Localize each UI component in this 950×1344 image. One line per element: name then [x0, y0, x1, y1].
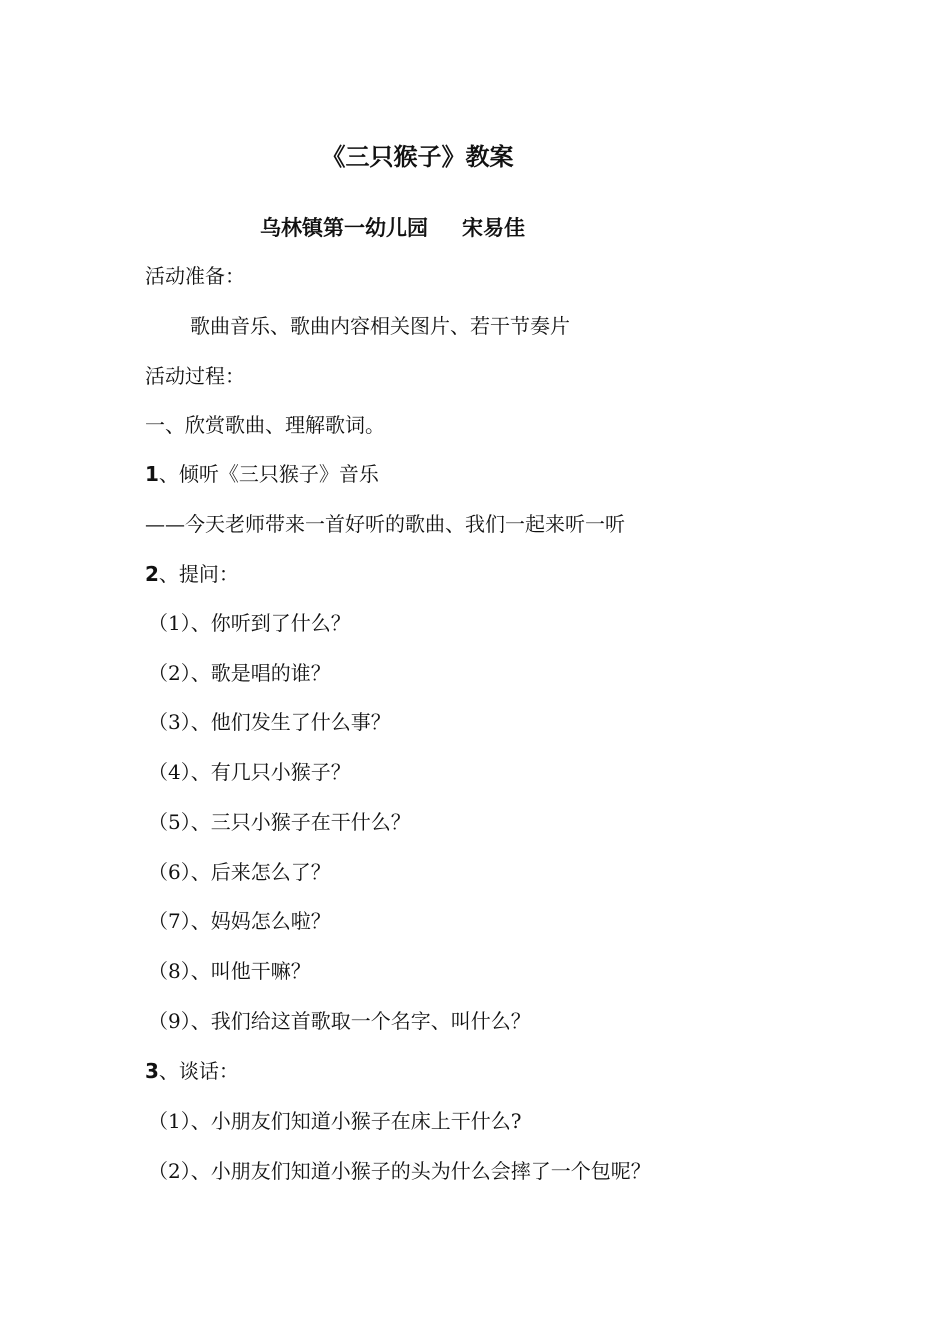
talk-item: （2）、小朋友们知道小猴子的头为什么会摔了一个包呢？	[148, 1159, 651, 1183]
step-text: 、提问：	[158, 562, 239, 586]
question-item: （5）、三只小猴子在干什么？	[148, 810, 411, 834]
question-item: （7）、妈妈怎么啦？	[148, 909, 331, 933]
step-2	[145, 560, 239, 588]
question-item: （8）、叫他干嘛？	[148, 959, 311, 983]
doc-title: 《三只猴子》教案	[321, 143, 514, 171]
teacher-name: 宋易佳	[462, 216, 525, 240]
prep-heading: 活动准备：	[145, 264, 245, 288]
question-item: （4）、有几只小猴子？	[148, 760, 351, 784]
step-1-detail: ——今天老师带来一首好听的歌曲、我们一起来听一听	[145, 512, 625, 536]
question-item: （6）、后来怎么了？	[148, 860, 331, 884]
talk-item: （1）、小朋友们知道小猴子在床上干什么?	[148, 1109, 522, 1133]
question-item: （9）、我们给这首歌取一个名字、叫什么？	[148, 1009, 531, 1033]
question-item: （2）、歌是唱的谁？	[148, 661, 331, 685]
step-text: 、谈话：	[158, 1059, 239, 1083]
school-name: 乌林镇第一幼儿园	[260, 216, 428, 240]
section-heading: 一、欣赏歌曲、理解歌词。	[145, 413, 385, 437]
step-number: 1	[145, 462, 159, 486]
process-heading: 活动过程：	[145, 364, 245, 388]
step-number: 2	[145, 562, 159, 586]
author-line	[260, 212, 525, 242]
question-item: （1）、你听到了什么？	[148, 611, 351, 635]
step-number: 3	[145, 1059, 159, 1083]
step-text: 、倾听《三只猴子》音乐	[158, 462, 379, 486]
step-3	[145, 1057, 239, 1085]
question-item: （3）、他们发生了什么事？	[148, 710, 391, 734]
step-1	[145, 460, 379, 488]
prep-content: 歌曲音乐、歌曲内容相关图片、若干节奏片	[190, 314, 570, 338]
